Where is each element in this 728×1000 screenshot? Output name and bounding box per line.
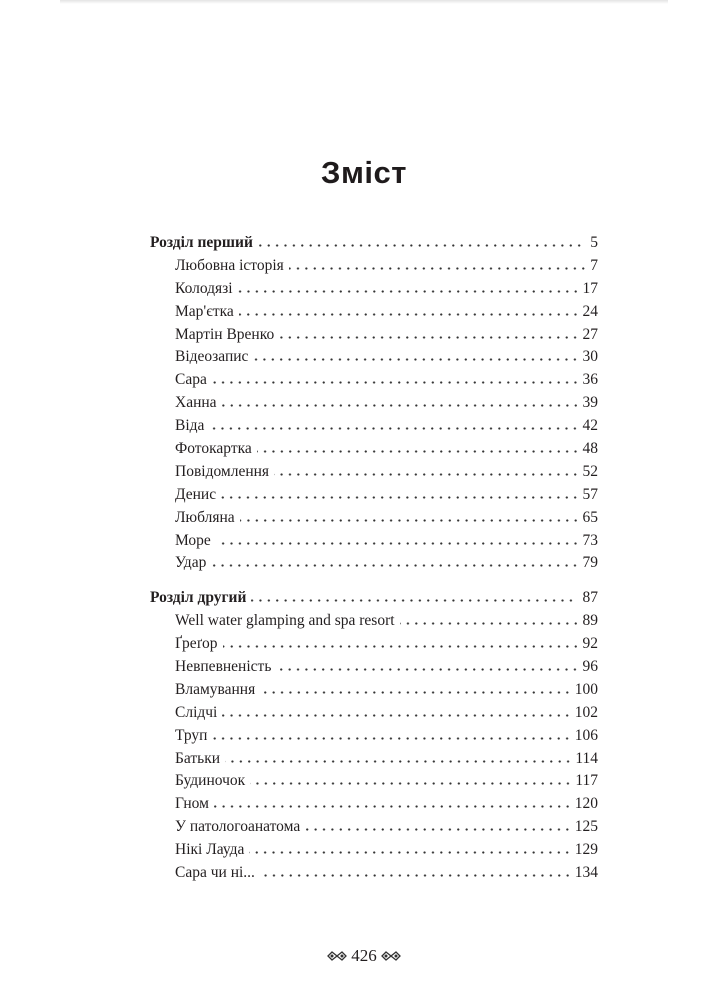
toc-item[interactable]: [150, 748, 598, 771]
page-footer: [0, 946, 728, 966]
toc-entry-label: Море: [175, 531, 211, 549]
toc-entry-page: 24: [582, 302, 598, 320]
dot-leader: [216, 542, 580, 545]
page-title: Зміст: [321, 155, 407, 190]
toc-item[interactable]: [150, 530, 598, 553]
dot-leader: [209, 427, 579, 430]
toc-entry-label: Любовна історія: [175, 256, 284, 274]
dot-leader: [214, 805, 572, 808]
toc-item[interactable]: [150, 507, 598, 530]
toc-entry-label: Повідомлення: [175, 462, 270, 480]
toc-entry-label: Будиночок: [175, 772, 246, 790]
toc-item[interactable]: [150, 461, 598, 484]
page-number: 426: [351, 946, 377, 965]
toc-entry-label: Любляна: [175, 508, 235, 526]
toc-item[interactable]: [150, 633, 598, 656]
toc-entry-page: 129: [574, 841, 598, 859]
table-of-contents: [150, 232, 598, 885]
ornament-left-icon: [327, 951, 347, 961]
toc-entry-page: 125: [574, 818, 598, 836]
dot-leader: [251, 599, 575, 602]
toc-entry-label: Слідчі: [175, 703, 218, 721]
toc-item[interactable]: [150, 369, 598, 392]
dot-leader: [253, 358, 579, 361]
dot-leader: [211, 564, 579, 567]
toc-entry-label: Колодязі: [175, 279, 233, 297]
toc-entry-page: 92: [582, 635, 598, 653]
toc-entry-page: 17: [582, 279, 598, 297]
toc-item[interactable]: [150, 816, 598, 839]
dot-leader: [225, 760, 572, 763]
toc-entry-label: Ханна: [175, 394, 217, 412]
toc-entry-label: Сара: [175, 371, 207, 389]
toc-entry-page: 87: [582, 589, 598, 607]
toc-item[interactable]: [150, 301, 598, 324]
toc-entry-label: Гном: [175, 795, 209, 813]
toc-entry-page: 52: [582, 462, 598, 480]
toc-entry-page: 96: [582, 658, 598, 676]
toc-item[interactable]: [150, 346, 598, 369]
toc-entry-label: Сара чи ні...: [175, 864, 255, 882]
dot-leader: [222, 714, 571, 717]
toc-entry-label: Відеозапис: [175, 348, 249, 366]
toc-entry-label: Мартін Вренко: [175, 325, 275, 343]
toc-entry-page: 120: [574, 795, 598, 813]
toc-item[interactable]: [150, 839, 598, 862]
toc-entry-page: 48: [582, 440, 598, 458]
toc-entry-page: 106: [574, 726, 598, 744]
toc-entry-label: Розділ другий: [150, 589, 247, 607]
toc-entry-page: 73: [582, 531, 598, 549]
dot-leader: [240, 519, 580, 522]
dot-leader: [221, 496, 579, 499]
dot-leader: [249, 851, 571, 854]
toc-entry-label: Мар'єтка: [175, 302, 234, 320]
ornament-right-icon: [381, 951, 401, 961]
toc-item[interactable]: [150, 862, 598, 885]
toc-entry-page: 36: [582, 371, 598, 389]
toc-entry-label: Розділ перший: [150, 234, 253, 251]
toc-entry-label: Невпевненість: [175, 658, 272, 676]
toc-entry-page: 27: [582, 325, 598, 343]
toc-entry-page: 42: [582, 417, 598, 435]
toc-item[interactable]: [150, 656, 598, 679]
toc-item[interactable]: [150, 392, 598, 415]
toc-item[interactable]: [150, 438, 598, 461]
toc-item[interactable]: [150, 484, 598, 507]
toc-entry-label: Well water glamping and spa resort: [175, 612, 395, 630]
toc-entry-label: Удар: [175, 554, 207, 572]
toc-entry-page: 89: [582, 612, 598, 630]
dot-leader: [222, 404, 580, 407]
toc-entry-label: Батьки: [175, 749, 221, 767]
toc-entry-label: Вламування: [175, 680, 256, 698]
toc-item[interactable]: [150, 255, 598, 278]
toc-entry-label: Труп: [175, 726, 208, 744]
toc-item[interactable]: [150, 702, 598, 725]
dot-leader: [400, 622, 580, 625]
dot-leader: [305, 828, 572, 831]
toc-entry-page: 30: [582, 348, 598, 366]
toc-entry-label: Ґреґор: [175, 635, 218, 653]
toc-item[interactable]: [150, 552, 598, 575]
toc-item[interactable]: [150, 793, 598, 816]
toc-item[interactable]: [150, 725, 598, 748]
dot-leader: [260, 874, 572, 877]
dot-leader: [212, 737, 571, 740]
toc-entry-page: 39: [582, 394, 598, 412]
dot-leader: [212, 381, 580, 384]
dot-leader: [276, 668, 579, 671]
toc-item[interactable]: [150, 415, 598, 438]
toc-entry-page: 114: [575, 749, 598, 767]
page-top-edge: [60, 0, 668, 4]
dot-leader: [250, 782, 572, 785]
toc-entry-label: Денис: [175, 485, 217, 503]
toc-entry-page: 102: [574, 703, 598, 721]
dot-leader: [223, 645, 580, 648]
toc-section[interactable]: [150, 232, 598, 255]
toc-entry-page: 79: [582, 554, 598, 572]
dot-leader: [274, 473, 579, 476]
toc-entry-page: 100: [574, 680, 598, 698]
dot-leader: [260, 691, 572, 694]
toc-entry-page: 7: [590, 256, 598, 274]
dot-leader: [258, 244, 583, 247]
toc-section[interactable]: [150, 587, 598, 610]
toc-entry-page: 134: [574, 864, 598, 882]
toc-item[interactable]: [150, 610, 598, 633]
toc-entry-label: Нікі Лауда: [175, 841, 245, 859]
toc-entry-label: Фотокартка: [175, 440, 252, 458]
toc-item[interactable]: [150, 324, 598, 347]
toc-entry-page: 57: [582, 485, 598, 503]
dot-leader: [257, 450, 580, 453]
toc-entry-label: Віда: [175, 417, 205, 435]
toc-entry-page: 117: [575, 772, 598, 790]
dot-leader: [239, 313, 580, 316]
dot-leader: [238, 290, 580, 293]
toc-item[interactable]: [150, 278, 598, 301]
dot-leader: [279, 336, 579, 339]
toc-entry-page: 65: [582, 508, 598, 526]
toc-item[interactable]: [150, 679, 598, 702]
toc-entry-label: У патологоанатома: [175, 818, 301, 836]
toc-item[interactable]: [150, 770, 598, 793]
dot-leader: [289, 267, 587, 270]
toc-entry-page: 5: [590, 234, 598, 251]
section-gap: [150, 575, 598, 587]
